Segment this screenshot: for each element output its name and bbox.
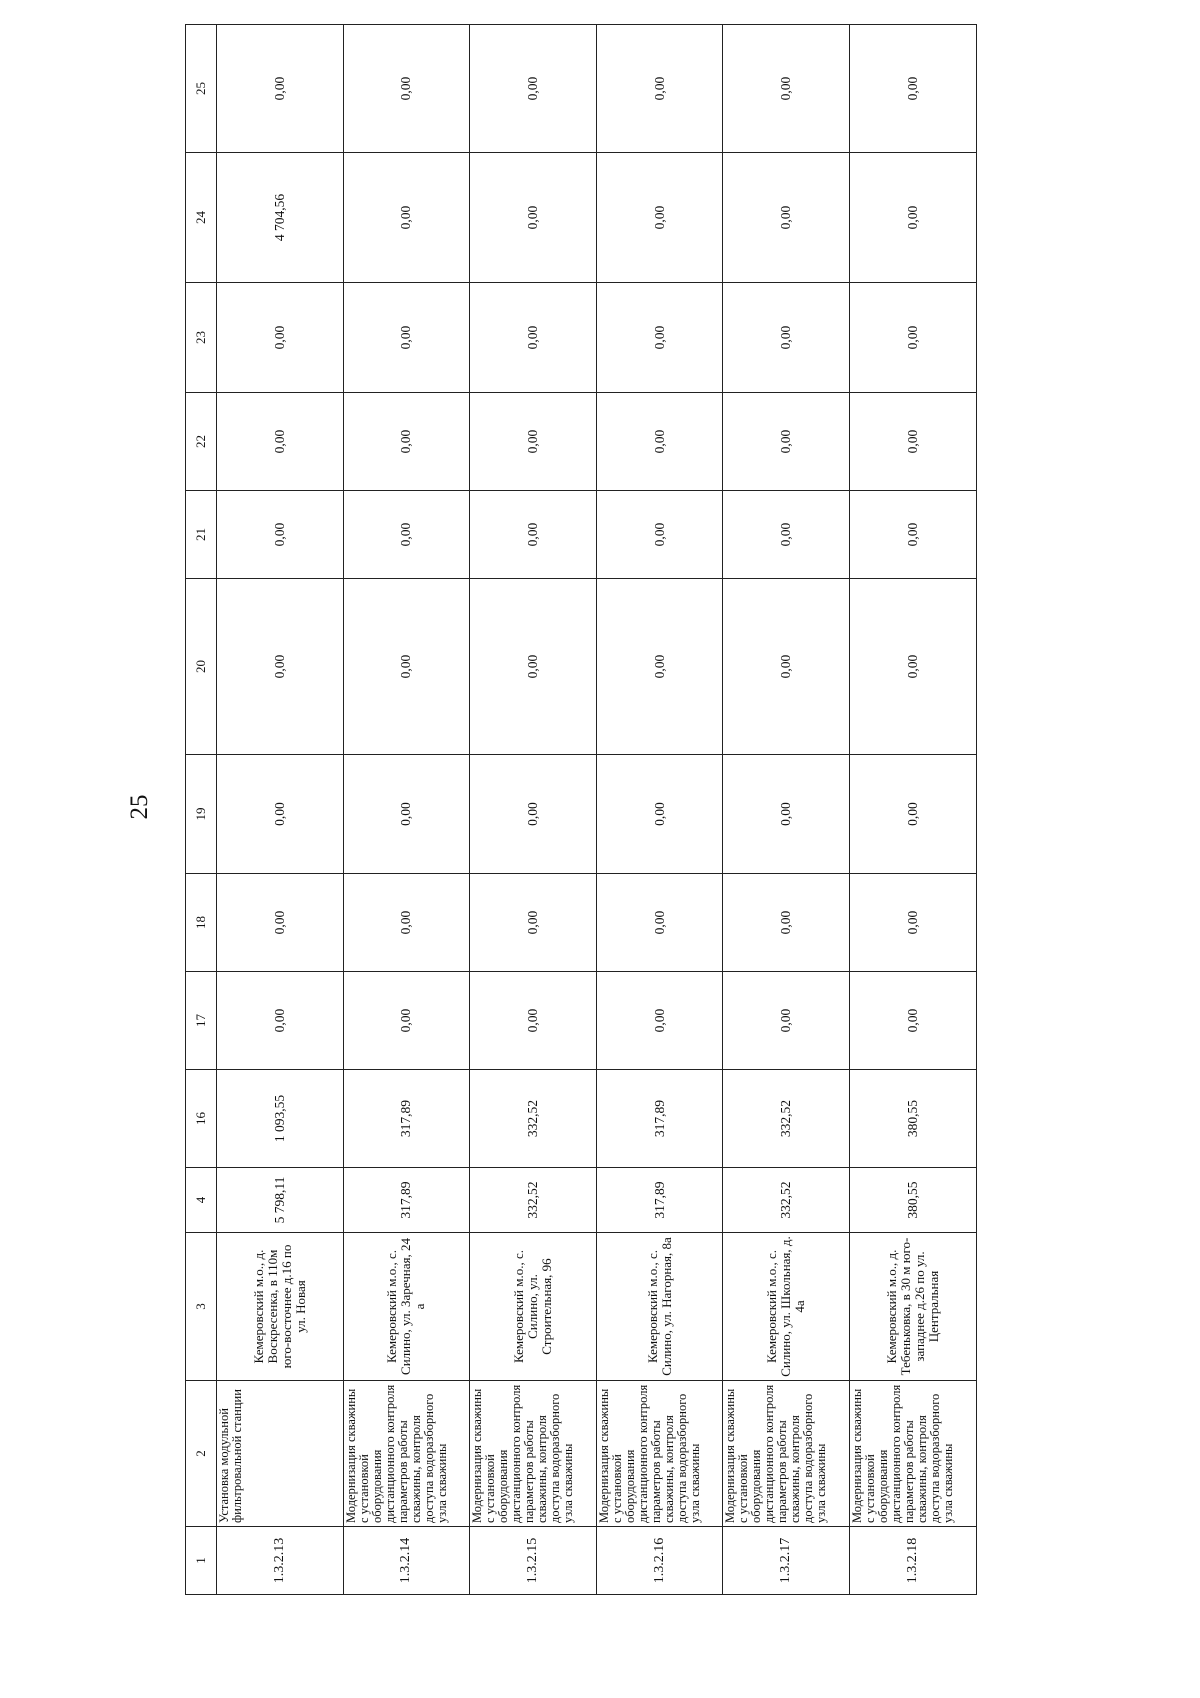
- row-value-cell: 0,00: [470, 491, 597, 579]
- row-value-cell: 0,00: [470, 755, 597, 874]
- row-value-cell: 0,00: [343, 491, 470, 579]
- row-value-cell: 0,00: [596, 153, 723, 283]
- row-value-cell: 0,00: [596, 874, 723, 972]
- row-value-cell: 0,00: [217, 579, 344, 755]
- table-row: [470, 25, 597, 1595]
- row-value-cell: 0,00: [343, 25, 470, 153]
- row-value-cell: 332,52: [723, 1168, 850, 1233]
- row-value-cell: 0,00: [343, 283, 470, 393]
- row-address-cell: Кемеровский м.о., д. Воскресенка, в 110м юго-восточнее д.16 по ул. Новая: [217, 1233, 344, 1381]
- row-code-cell: 1.3.2.14: [343, 1527, 470, 1595]
- row-value-cell: 0,00: [849, 874, 976, 972]
- row-value-cell: 0,00: [596, 755, 723, 874]
- column-header: 19: [186, 755, 217, 874]
- row-value-cell: 5 798,11: [217, 1168, 344, 1233]
- row-name-cell: Модернизация скважины с установкой оборудования дистанционного контроля параметров работы скважины, контроля доступа водоразборного узла скважины: [343, 1381, 470, 1527]
- row-code-cell: 1.3.2.16: [596, 1527, 723, 1595]
- row-address-cell: Кемеровский м.о., с. Силино, ул. Нагорная, 8а: [596, 1233, 723, 1381]
- column-header: 3: [186, 1233, 217, 1381]
- column-header: 21: [186, 491, 217, 579]
- row-value-cell: 332,52: [470, 1168, 597, 1233]
- row-code-cell: 1.3.2.17: [723, 1527, 850, 1595]
- row-value-cell: 0,00: [596, 972, 723, 1070]
- row-value-cell: 0,00: [849, 25, 976, 153]
- table-row: [849, 25, 976, 1595]
- row-value-cell: 0,00: [470, 283, 597, 393]
- row-value-cell: 0,00: [723, 393, 850, 491]
- row-code-cell: 1.3.2.13: [217, 1527, 344, 1595]
- column-header: 16: [186, 1070, 217, 1168]
- row-value-cell: 0,00: [343, 579, 470, 755]
- row-code-cell: 1.3.2.15: [470, 1527, 597, 1595]
- row-value-cell: 317,89: [596, 1070, 723, 1168]
- row-value-cell: 0,00: [849, 755, 976, 874]
- table-row: [217, 25, 344, 1595]
- row-value-cell: 0,00: [723, 755, 850, 874]
- page-number: 25: [126, 794, 153, 820]
- column-header: 18: [186, 874, 217, 972]
- row-value-cell: 0,00: [343, 972, 470, 1070]
- row-value-cell: 0,00: [723, 579, 850, 755]
- row-name-cell: Установка модульной фильтровальной станции: [217, 1381, 344, 1527]
- row-value-cell: 0,00: [470, 972, 597, 1070]
- row-value-cell: 0,00: [217, 491, 344, 579]
- row-value-cell: 380,55: [849, 1168, 976, 1233]
- row-value-cell: 0,00: [849, 393, 976, 491]
- row-value-cell: 332,52: [470, 1070, 597, 1168]
- row-value-cell: 1 093,55: [217, 1070, 344, 1168]
- row-value-cell: 0,00: [596, 393, 723, 491]
- row-value-cell: 0,00: [343, 755, 470, 874]
- row-value-cell: 0,00: [849, 972, 976, 1070]
- row-value-cell: 0,00: [217, 393, 344, 491]
- table-row: [723, 25, 850, 1595]
- row-value-cell: 0,00: [343, 874, 470, 972]
- row-value-cell: 332,52: [723, 1070, 850, 1168]
- column-header: 4: [186, 1168, 217, 1233]
- row-name-cell: Модернизация скважины с установкой оборудования дистанционного контроля параметров работы скважины, контроля доступа водоразборного узла скважины: [470, 1381, 597, 1527]
- row-value-cell: 0,00: [217, 283, 344, 393]
- table-row: [596, 25, 723, 1595]
- row-value-cell: 0,00: [217, 25, 344, 153]
- row-value-cell: 0,00: [217, 874, 344, 972]
- data-table: [185, 24, 977, 1595]
- row-name-cell: Модернизация скважины с установкой оборудования дистанционного контроля параметров работы скважины, контроля доступа водоразборного узла скважины: [596, 1381, 723, 1527]
- row-value-cell: 317,89: [343, 1070, 470, 1168]
- row-value-cell: 4 704,56: [217, 153, 344, 283]
- row-value-cell: 0,00: [723, 25, 850, 153]
- row-value-cell: 0,00: [470, 579, 597, 755]
- row-value-cell: 0,00: [723, 153, 850, 283]
- row-address-cell: Кемеровский м.о., с. Силино, ул. Школьная, д. 4а: [723, 1233, 850, 1381]
- header-row: [186, 25, 217, 1595]
- row-address-cell: Кемеровский м.о., с. Силино, ул. Заречная, 24 а: [343, 1233, 470, 1381]
- row-value-cell: 317,89: [596, 1168, 723, 1233]
- row-value-cell: 317,89: [343, 1168, 470, 1233]
- row-value-cell: 0,00: [343, 153, 470, 283]
- row-value-cell: 0,00: [470, 393, 597, 491]
- row-value-cell: 0,00: [596, 491, 723, 579]
- row-value-cell: 0,00: [470, 25, 597, 153]
- row-value-cell: 0,00: [217, 755, 344, 874]
- row-value-cell: 0,00: [849, 491, 976, 579]
- row-value-cell: 380,55: [849, 1070, 976, 1168]
- row-value-cell: 0,00: [723, 283, 850, 393]
- row-address-cell: Кемеровский м.о., д. Тебеньковка, в 30 м юго-западнее д.26 по ул. Центральная: [849, 1233, 976, 1381]
- row-name-cell: Модернизация скважины с установкой оборудования дистанционного контроля параметров работы скважины, контроля доступа водоразборного узла скважины: [723, 1381, 850, 1527]
- column-header: 25: [186, 25, 217, 153]
- row-value-cell: 0,00: [723, 972, 850, 1070]
- row-address-cell: Кемеровский м.о., с. Силино, ул. Строительная, 96: [470, 1233, 597, 1381]
- row-value-cell: 0,00: [596, 283, 723, 393]
- row-value-cell: 0,00: [849, 153, 976, 283]
- column-header: 22: [186, 393, 217, 491]
- column-header: 17: [186, 972, 217, 1070]
- row-value-cell: 0,00: [723, 874, 850, 972]
- row-name-cell: Модернизация скважины с установкой оборудования дистанционного контроля параметров работы скважины, контроля доступа водоразборного узла скважины: [849, 1381, 976, 1527]
- row-value-cell: 0,00: [723, 491, 850, 579]
- column-header: 1: [186, 1527, 217, 1595]
- row-code-cell: 1.3.2.18: [849, 1527, 976, 1595]
- row-value-cell: 0,00: [343, 393, 470, 491]
- row-value-cell: 0,00: [217, 972, 344, 1070]
- row-value-cell: 0,00: [596, 25, 723, 153]
- rotated-table-container: [185, 25, 975, 1595]
- row-value-cell: 0,00: [470, 874, 597, 972]
- table-row: [343, 25, 470, 1595]
- column-header: 23: [186, 283, 217, 393]
- row-value-cell: 0,00: [849, 579, 976, 755]
- column-header: 20: [186, 579, 217, 755]
- column-header: 24: [186, 153, 217, 283]
- row-value-cell: 0,00: [849, 283, 976, 393]
- row-value-cell: 0,00: [596, 579, 723, 755]
- column-header: 2: [186, 1381, 217, 1527]
- row-value-cell: 0,00: [470, 153, 597, 283]
